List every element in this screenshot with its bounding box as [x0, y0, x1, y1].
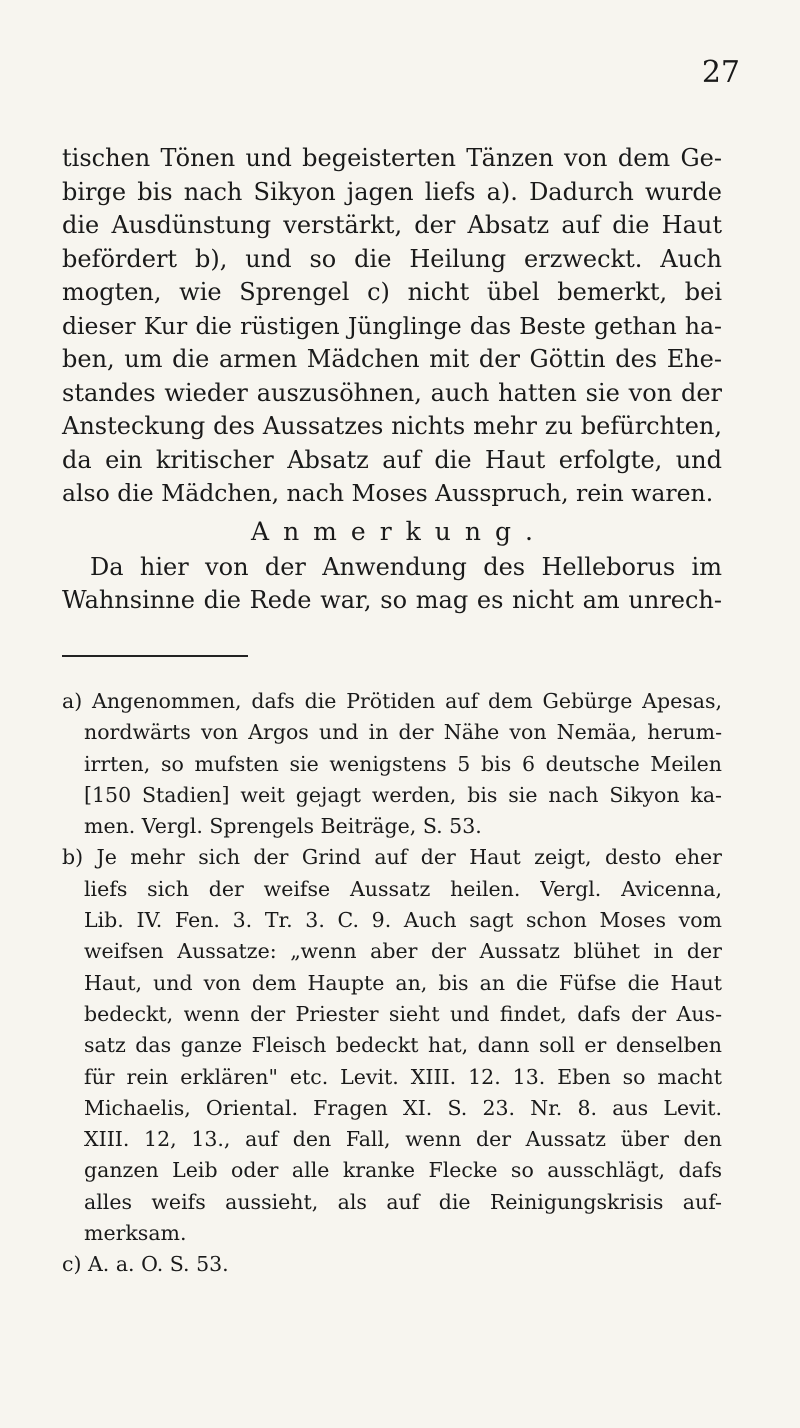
footnote-line: bedeckt, wenn der Priester sieht und findet, dafs der Aus-: [84, 1001, 722, 1026]
text-line: da ein kritischer Absatz auf die Haut erfolgte, und: [62, 445, 722, 474]
footnote-line: ganzen Leib oder alle kranke Flecke so ausschlägt, dafs: [84, 1158, 722, 1183]
footnote-line: irrten, so mufsten sie wenigstens 5 bis 6 deutsche Meilen: [84, 751, 722, 776]
footnote-line: Haut, und von dem Haupte an, bis an die Füfse die Haut: [84, 970, 722, 995]
text-line: dieser Kur die rüstigen Jünglinge das Beste gethan ha-: [62, 311, 722, 340]
text-line: birge bis nach Sikyon jagen liefs a). Dadurch wurde: [62, 177, 722, 206]
footnote-line: alles weifs aussieht, als auf die Reinigungskrisis auf-: [84, 1189, 722, 1214]
footnote-line: men. Vergl. Sprengels Beiträge, S. 53.: [84, 814, 482, 839]
text-line: ben, um die armen Mädchen mit der Göttin des Ehe-: [62, 345, 722, 373]
footnote-line: liefs sich der weifse Aussatz heilen. Vergl. Avicenna,: [84, 876, 722, 901]
text-line: standes wieder auszusöhnen, auch hatten sie von der: [62, 378, 722, 407]
footnote-line: nordwärts von Argos und in der Nähe von Nemäa, herum-: [84, 720, 722, 745]
text-line: Ansteckung des Aussatzes nichts mehr zu befürchten,: [62, 412, 722, 440]
footnote-line: für rein erklären" etc. Levit. XIII. 12. 13. Eben so macht: [84, 1064, 722, 1089]
text-line: mogten, wie Sprengel c) nicht übel bemerkt, bei: [62, 278, 722, 306]
footnote-line: satz das ganze Fleisch bedeckt hat, dann soll er denselben: [84, 1033, 722, 1058]
footnote-line: [150 Stadien] weit gejagt werden, bis sie nach Sikyon ka-: [84, 782, 722, 807]
section-heading: Anmerkung.: [251, 516, 547, 546]
footnote-line: b) Je mehr sich der Grind auf der Haut zeigt, desto eher: [62, 845, 722, 870]
footnotes: [62, 686, 722, 1281]
footnote-divider: [62, 655, 248, 657]
main-text: [62, 142, 722, 618]
footnote-line: Lib. IV. Fen. 3. Tr. 3. C. 9. Auch sagt schon Moses vom: [84, 908, 722, 933]
footnote-line: Michaelis, Oriental. Fragen XI. S. 23. Nr. 8. aus Levit.: [84, 1095, 722, 1120]
text-line: tischen Tönen und begeisterten Tänzen von dem Ge-: [62, 144, 722, 172]
text-line: befördert b), und so die Heilung erzweckt. Auch: [62, 244, 722, 273]
footnote-line: merksam.: [84, 1221, 187, 1246]
note-line: Da hier von der Anwendung des Helleborus im: [90, 552, 722, 581]
text-line: also die Mädchen, nach Moses Ausspruch, rein waren.: [62, 479, 714, 507]
footnote-line: a) Angenommen, dafs die Prötiden auf dem Gebürge Apesas,: [62, 689, 722, 713]
footnote-line: XIII. 12, 13., auf den Fall, wenn der Aussatz über den: [84, 1127, 722, 1152]
text-line: die Ausdünstung verstärkt, der Absatz auf die Haut: [62, 211, 722, 239]
footnote-line: weifsen Aussatze: „wenn aber der Aussatz blühet in der: [84, 939, 722, 964]
page-number: 27: [701, 55, 740, 90]
footnote-line: c) A. a. O. S. 53.: [62, 1252, 229, 1277]
note-line: Wahnsinne die Rede war, so mag es nicht am unrech-: [62, 586, 722, 614]
